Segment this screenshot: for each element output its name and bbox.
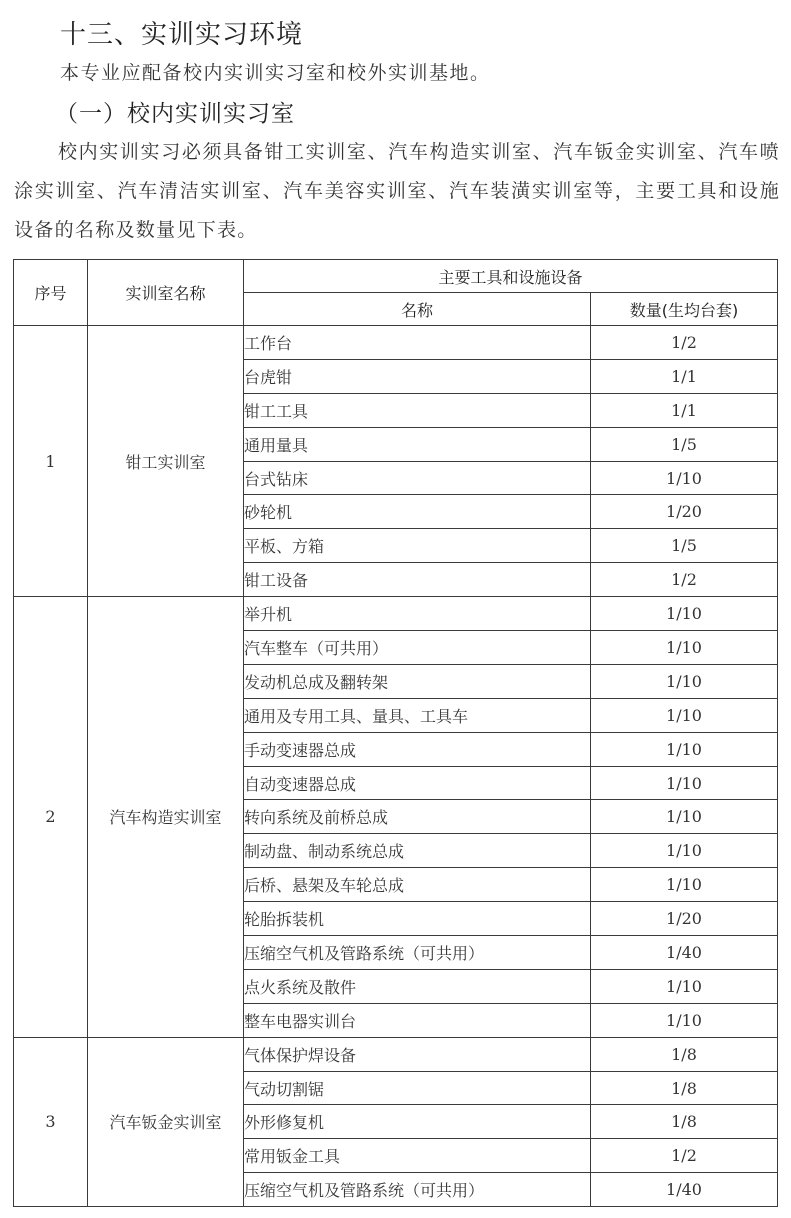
cell-equipment-name: 转向系统及前桥总成 bbox=[244, 800, 591, 834]
cell-quantity: 1/10 bbox=[591, 664, 778, 698]
cell-equipment-name: 发动机总成及翻转架 bbox=[244, 664, 591, 698]
cell-quantity: 1/10 bbox=[591, 461, 778, 495]
cell-equipment-name: 手动变速器总成 bbox=[244, 732, 591, 766]
cell-equipment-name: 点火系统及散件 bbox=[244, 969, 591, 1003]
header-name: 名称 bbox=[244, 293, 591, 326]
cell-quantity: 1/10 bbox=[591, 631, 778, 665]
cell-equipment-name: 砂轮机 bbox=[244, 495, 591, 529]
cell-equipment-name: 常用钣金工具 bbox=[244, 1139, 591, 1173]
cell-room-name: 汽车钣金实训室 bbox=[88, 1037, 244, 1206]
header-qty: 数量(生均台套) bbox=[591, 293, 778, 326]
cell-equipment-name: 汽车整车（可共用） bbox=[244, 631, 591, 665]
cell-quantity: 1/40 bbox=[591, 1173, 778, 1207]
cell-quantity: 1/10 bbox=[591, 597, 778, 631]
cell-quantity: 1/10 bbox=[591, 969, 778, 1003]
header-seq: 序号 bbox=[14, 260, 88, 326]
cell-quantity: 1/20 bbox=[591, 495, 778, 529]
cell-equipment-name: 整车电器实训台 bbox=[244, 1003, 591, 1037]
cell-equipment-name: 气体保护焊设备 bbox=[244, 1037, 591, 1071]
cell-equipment-name: 通用量具 bbox=[244, 427, 591, 461]
cell-equipment-name: 通用及专用工具、量具、工具车 bbox=[244, 698, 591, 732]
cell-quantity: 1/2 bbox=[591, 326, 778, 360]
cell-seq: 1 bbox=[14, 326, 88, 597]
cell-quantity: 1/5 bbox=[591, 529, 778, 563]
cell-room-name: 汽车构造实训室 bbox=[88, 597, 244, 1038]
table-body bbox=[14, 326, 778, 1207]
equipment-table bbox=[13, 259, 778, 1207]
cell-quantity: 1/5 bbox=[591, 427, 778, 461]
cell-equipment-name: 外形修复机 bbox=[244, 1105, 591, 1139]
cell-quantity: 1/8 bbox=[591, 1071, 778, 1105]
section-heading: 十三、实训实习环境 bbox=[60, 20, 304, 50]
header-room: 实训室名称 bbox=[88, 260, 244, 326]
cell-equipment-name: 气动切割锯 bbox=[244, 1071, 591, 1105]
cell-quantity: 1/10 bbox=[591, 834, 778, 868]
cell-equipment-name: 钳工工具 bbox=[244, 393, 591, 427]
cell-quantity: 1/10 bbox=[591, 800, 778, 834]
cell-quantity: 1/2 bbox=[591, 1139, 778, 1173]
subsection-heading: （一）校内实训实习室 bbox=[55, 101, 295, 127]
cell-equipment-name: 工作台 bbox=[244, 326, 591, 360]
cell-equipment-name: 台式钻床 bbox=[244, 461, 591, 495]
cell-quantity: 1/2 bbox=[591, 563, 778, 597]
cell-quantity: 1/10 bbox=[591, 766, 778, 800]
cell-equipment-name: 压缩空气机及管路系统（可共用） bbox=[244, 1173, 591, 1207]
cell-quantity: 1/1 bbox=[591, 393, 778, 427]
cell-room-name: 钳工实训室 bbox=[88, 326, 244, 597]
table-row bbox=[14, 1037, 778, 1071]
cell-quantity: 1/8 bbox=[591, 1037, 778, 1071]
cell-equipment-name: 压缩空气机及管路系统（可共用） bbox=[244, 936, 591, 970]
cell-quantity: 1/1 bbox=[591, 359, 778, 393]
header-equipment: 主要工具和设施设备 bbox=[244, 260, 778, 293]
cell-equipment-name: 台虎钳 bbox=[244, 359, 591, 393]
intro-text: 本专业应配备校内实训实习室和校外实训基地。 bbox=[60, 62, 491, 84]
cell-quantity: 1/8 bbox=[591, 1105, 778, 1139]
cell-equipment-name: 钳工设备 bbox=[244, 563, 591, 597]
cell-quantity: 1/20 bbox=[591, 902, 778, 936]
cell-equipment-name: 平板、方箱 bbox=[244, 529, 591, 563]
table-row bbox=[14, 597, 778, 631]
cell-equipment-name: 举升机 bbox=[244, 597, 591, 631]
cell-seq: 2 bbox=[14, 597, 88, 1038]
cell-equipment-name: 后桥、悬架及车轮总成 bbox=[244, 868, 591, 902]
cell-quantity: 1/10 bbox=[591, 868, 778, 902]
cell-quantity: 1/10 bbox=[591, 732, 778, 766]
cell-equipment-name: 自动变速器总成 bbox=[244, 766, 591, 800]
cell-quantity: 1/10 bbox=[591, 698, 778, 732]
cell-seq: 3 bbox=[14, 1037, 88, 1206]
cell-quantity: 1/10 bbox=[591, 1003, 778, 1037]
cell-equipment-name: 制动盘、制动系统总成 bbox=[244, 834, 591, 868]
table-row bbox=[14, 326, 778, 360]
cell-quantity: 1/40 bbox=[591, 936, 778, 970]
body-paragraph: 校内实训实习必须具备钳工实训室、汽车构造实训室、汽车钣金实训室、汽车喷涂实训室、汽车清洁实训室、汽车美容实训室、汽车装潢实训室等，主要工具和设施设备的名称及数量见下表。 bbox=[14, 141, 780, 241]
cell-equipment-name: 轮胎拆装机 bbox=[244, 902, 591, 936]
